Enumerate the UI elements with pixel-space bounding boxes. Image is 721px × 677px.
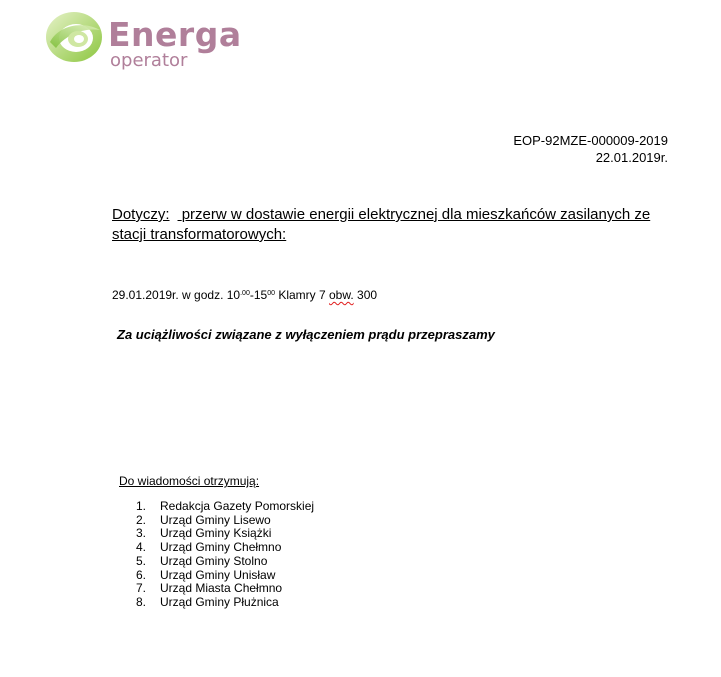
- list-item-number: 7.: [136, 581, 147, 596]
- list-item-name: Urząd Gminy Chełmno: [160, 540, 282, 555]
- schedule-obw: obw.: [329, 288, 354, 302]
- list-item-number: 2.: [136, 512, 147, 527]
- schedule-number: 300: [353, 288, 378, 302]
- list-item: [136, 500, 314, 514]
- list-item: [136, 596, 314, 610]
- schedule-start-minutes: .00: [240, 290, 250, 297]
- list-item-name: Urząd Gminy Unisław: [160, 567, 276, 582]
- reference-number: EOP-92MZE-000009-2019: [513, 133, 668, 148]
- energa-swirl-icon: [44, 8, 108, 64]
- list-item: [136, 582, 314, 596]
- reference-date: 22.01.2019r.: [595, 150, 668, 165]
- recipients-title: Do wiadomości otrzymują:: [119, 474, 260, 488]
- subject-text: przerw w dostawie energii elektrycznej dla mieszkańców zasilanych ze stacji transformatorowych:: [112, 206, 651, 243]
- energa-logo: [44, 8, 244, 76]
- list-item-name: Urząd Gminy Stolno: [160, 553, 268, 568]
- schedule-date: 29.01.2019r. w godz. 10: [112, 288, 241, 302]
- list-item: [136, 541, 314, 555]
- schedule-end-hour: -15: [249, 288, 268, 302]
- subject-line: [112, 205, 672, 245]
- list-item: [136, 514, 314, 528]
- outage-schedule: [112, 286, 377, 303]
- apology-text: Za uciążliwości związane z wyłączeniem prądu przepraszamy: [117, 327, 495, 342]
- recipients-list: [136, 500, 314, 610]
- list-item-number: 4.: [136, 540, 147, 555]
- list-item-name: Urząd Gminy Płużnica: [160, 594, 279, 609]
- schedule-location: Klamry 7: [274, 288, 329, 302]
- list-item-name: Redakcja Gazety Pomorskiej: [160, 499, 315, 513]
- logo-name: Energa: [108, 15, 242, 54]
- reference-block: [513, 132, 668, 166]
- list-item-number: 1.: [136, 499, 147, 513]
- subject-label: Dotyczy:: [112, 206, 170, 223]
- list-item-name: Urząd Miasta Chełmno: [160, 581, 283, 596]
- schedule-end-minutes: 00: [267, 290, 275, 297]
- list-item-number: 3.: [136, 526, 147, 541]
- list-item-name: Urząd Gminy Książki: [160, 526, 272, 541]
- list-item-number: 6.: [136, 567, 147, 582]
- list-item-number: 8.: [136, 594, 147, 609]
- list-item-number: 5.: [136, 553, 147, 568]
- list-item-name: Urząd Gminy Lisewo: [160, 512, 271, 527]
- list-item: [136, 527, 314, 541]
- logo-subtitle: operator: [110, 50, 188, 71]
- list-item: [136, 555, 314, 569]
- list-item: [136, 569, 314, 583]
